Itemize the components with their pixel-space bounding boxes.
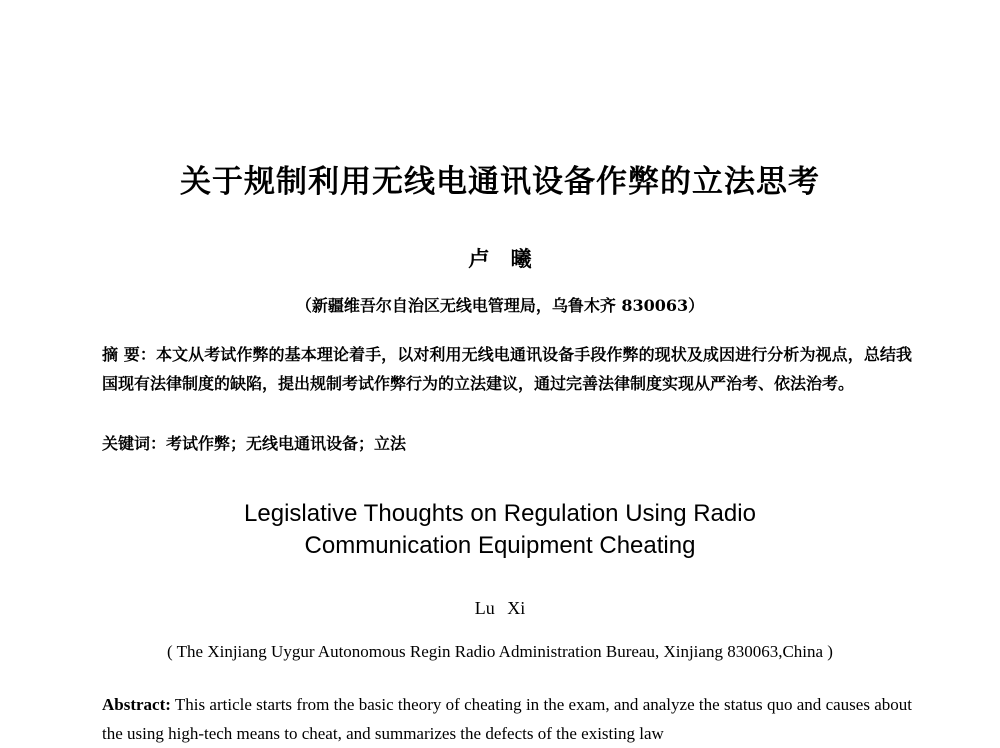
english-affiliation: ( The Xinjiang Uygur Autonomous Regin Radio Administration Bureau, Xinjiang 830063,China ) (167, 642, 833, 661)
chinese-abstract-text: 本文从考试作弊的基本理论着手，以对利用无线电通讯设备手段作弊的现状及成因进行分析为视点，总结我国现有法律制度的缺陷，提出规制考试作弊行为的立法建议，通过完善法律制度实现从严治考、依法治考。 (102, 345, 912, 393)
chinese-abstract-label: 摘 要： (102, 345, 156, 364)
chinese-abstract (102, 340, 912, 398)
english-author: Lu Xi (474, 598, 526, 618)
chinese-keywords-text: 考试作弊；无线电通讯设备；立法 (166, 434, 407, 453)
chinese-author: 卢 曦 (468, 246, 532, 271)
chinese-affiliation: （新疆维吾尔自治区无线电管理局，乌鲁木齐 830063） (295, 296, 705, 315)
english-title-line2: Communication Equipment Cheating (304, 532, 696, 559)
chinese-title: 关于规制利用无线电通讯设备作弊的立法思考 (180, 164, 820, 200)
english-abstract-label: Abstract: (102, 695, 171, 714)
english-abstract-text: This article starts from the basic theory of cheating in the exam, and analyze the status quo and causes about the using high-tech means to cheat, and summarizes the defects of the existing law (102, 695, 912, 743)
chinese-keywords (102, 431, 912, 454)
english-title-line1: Legislative Thoughts on Regulation Using Radio (244, 500, 756, 527)
english-title (0, 498, 1000, 562)
chinese-keywords-label: 关键词： (102, 434, 167, 453)
english-abstract (102, 690, 912, 748)
